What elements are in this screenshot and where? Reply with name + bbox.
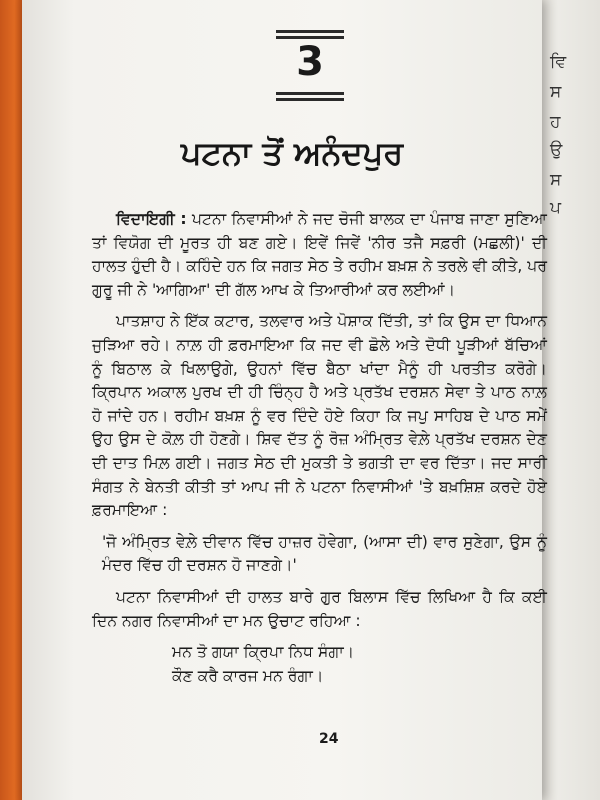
chapter-rule-bottom-2 — [276, 98, 344, 101]
paragraph-gur-bilas: ਪਟਨਾ ਨਿਵਾਸੀਆਂ ਦੀ ਹਾਲਤ ਬਾਰੇ ਗੁਰ ਬਿਲਾਸ ਵਿੱਚ ਲਿਖਿਆ ਹੈ ਕਿ ਕਈ ਦਿਨ ਨਗਰ ਨਿਵਾਸੀਆਂ ਦਾ ਮਨ ਉਚਾਟ ਰਹਿਆ : — [92, 587, 547, 630]
facing-page-text: ਹ — [550, 112, 561, 132]
chapter-title: ਪਟਨਾ ਤੋਂ ਅਨੰਦਪੁਰ — [180, 134, 404, 172]
facing-page-text: ਵਿ — [550, 52, 567, 72]
paragraph-gifts: ਪਾਤਸ਼ਾਹ ਨੇ ਇੱਕ ਕਟਾਰ, ਤਲਵਾਰ ਅਤੇ ਪੋਸ਼ਾਕ ਦਿੱਤੀ, ਤਾਂ ਕਿ ਉਸ ਦਾ ਧਿਆਨ ਜੁੜਿਆ ਰਹੇ। ਨਾਲ਼ ਹੀ ਫ਼ਰਮਾਇਆ ਕਿ ਜਦ ਵੀ ਛੋਲੇ ਅਤੇ ਦੋਧੀ ਪੂੜੀਆਂ ਬੱਚਿਆਂ ਨੂੰ ਬਿਠਾਲ ਕੇ ਖਿਲਾਉਗੇ, ਉਹਨਾਂ ਵਿੱਚ ਬੈਠਾ ਖਾਂਦਾ ਮੈਨੂੰ ਹੀ ਪਰਤੀਤ ਕਰੋਗੇ। ਕ੍ਰਿਪਾਨ ਅਕਾਲ ਪੁਰਖ ਦੀ ਹੀ ਚਿੰਨ੍ਹ ਹੈ ਅਤੇ ਪ੍ਰਤੱਖ ਦਰਸ਼ਨ ਸੇਵਾ ਤੇ ਪਾਠ ਨਾਲ਼ ਹੋ ਜਾਂਦੇ ਹਨ। ਰਹੀਮ ਬਖ਼ਸ਼ ਨੂੰ ਵਰ ਦਿੰਦੇ ਹੋਏ ਕਿਹਾ ਕਿ ਜਪੁ ਸਾਹਿਬ ਦੇ ਪਾਠ ਸਮੇਂ ਉਹ ਉਸ ਦੇ ਕੋਲ਼ ਹੀ ਹੋਣਗੇ। ਸ਼ਿਵ ਦੱਤ ਨੂੰ ਰੋਜ਼ ਅੰਮ੍ਰਿਤ ਵੇਲ਼ੇ ਪ੍ਰਤੱਖ ਦਰਸ਼ਨ ਦੇਣ ਦੀ ਦਾਤ ਮਿਲ਼ ਗਈ। ਜਗਤ ਸੇਠ ਦੀ ਮੁਕਤੀ ਤੇ ਭਗਤੀ ਦਾ ਵਰ ਦਿੱਤਾ। ਜਦ ਸਾਰੀ ਸੰਗਤ ਨੇ ਬੇਨਤੀ ਕੀਤੀ ਤਾਂ ਆਪ ਜੀ ਨੇ ਪਟਨਾ ਨਿਵਾਸੀਆਂ 'ਤੇ ਬਖ਼ਸ਼ਿਸ਼ ਕਰਦੇ ਹੋਏ ਫ਼ਰਮਾਇਆ : — [92, 312, 547, 520]
facing-page-text: ਸ — [550, 170, 562, 190]
chapter-rule-bottom — [276, 92, 344, 95]
facing-page-text: ਸ — [550, 82, 562, 102]
chapter-rule-top — [276, 30, 344, 33]
book-page — [22, 0, 547, 800]
chapter-number-block — [276, 30, 344, 90]
facing-page-text: ਉ — [550, 140, 563, 160]
chapter-body — [92, 208, 547, 688]
paragraph-text: ਪਟਨਾ ਨਿਵਾਸੀਆਂ ਨੇ ਜਦ ਚੋਜੀ ਬਾਲਕ ਦਾ ਪੰਜਾਬ ਜਾਣਾ ਸੁਣਿਆ ਤਾਂ ਵਿਯੋਗ ਦੀ ਮੂਰਤ ਹੀ ਬਣ ਗਏ। ਇਵੇਂ ਜਿਵੇਂ 'ਨੀਰ ਤਜੈ ਸਫ਼ਰੀ (ਮਛਲੀ)' ਦੀ ਹਾਲਤ ਹੁੰਦੀ ਹੈ। ਕਹਿੰਦੇ ਹਨ ਕਿ ਜਗਤ ਸੇਠ ਤੇ ਰਹੀਮ ਬਖ਼ਸ਼ ਨੇ ਤਰਲੇ ਵੀ ਕੀਤੇ, ਪਰ ਗੁਰੂ ਜੀ ਨੇ 'ਆਗਿਆ' ਦੀ ਗੱਲ ਆਖ ਕੇ ਤਿਆਰੀਆਂ ਕਰ ਲਈਆਂ। — [92, 210, 547, 299]
facing-page-text: ਪ — [550, 198, 561, 218]
blessing-quote: 'ਜੋ ਅੰਮ੍ਰਿਤ ਵੇਲ਼ੇ ਦੀਵਾਨ ਵਿੱਚ ਹਾਜ਼ਰ ਹੋਵੇਗਾ, (ਆਸਾ ਦੀ) ਵਾਰ ਸੁਣੇਗਾ, ਉਸ ਨੂੰ ਮੰਦਰ ਵਿੱਚ ਹੀ ਦਰਸ਼ਨ ਹੋ ਜਾਣਗੇ।' — [102, 532, 547, 575]
page-number: 24 — [319, 731, 339, 747]
verse-line: ਕੌਣ ਕਰੈ ਕਾਰਜ ਮਨ ਰੰਗਾ। — [172, 666, 324, 685]
chapter-number: 3 — [296, 39, 324, 85]
paragraph-farewell — [92, 208, 547, 302]
verse-line: ਮਨ ਤੋ ਗਯਾ ਕ੍ਰਿਪਾ ਨਿਧ ਸੰਗਾ। — [172, 643, 355, 662]
section-lead: ਵਿਦਾਇਗੀ : — [116, 210, 187, 228]
book-spine-cover — [0, 0, 24, 800]
